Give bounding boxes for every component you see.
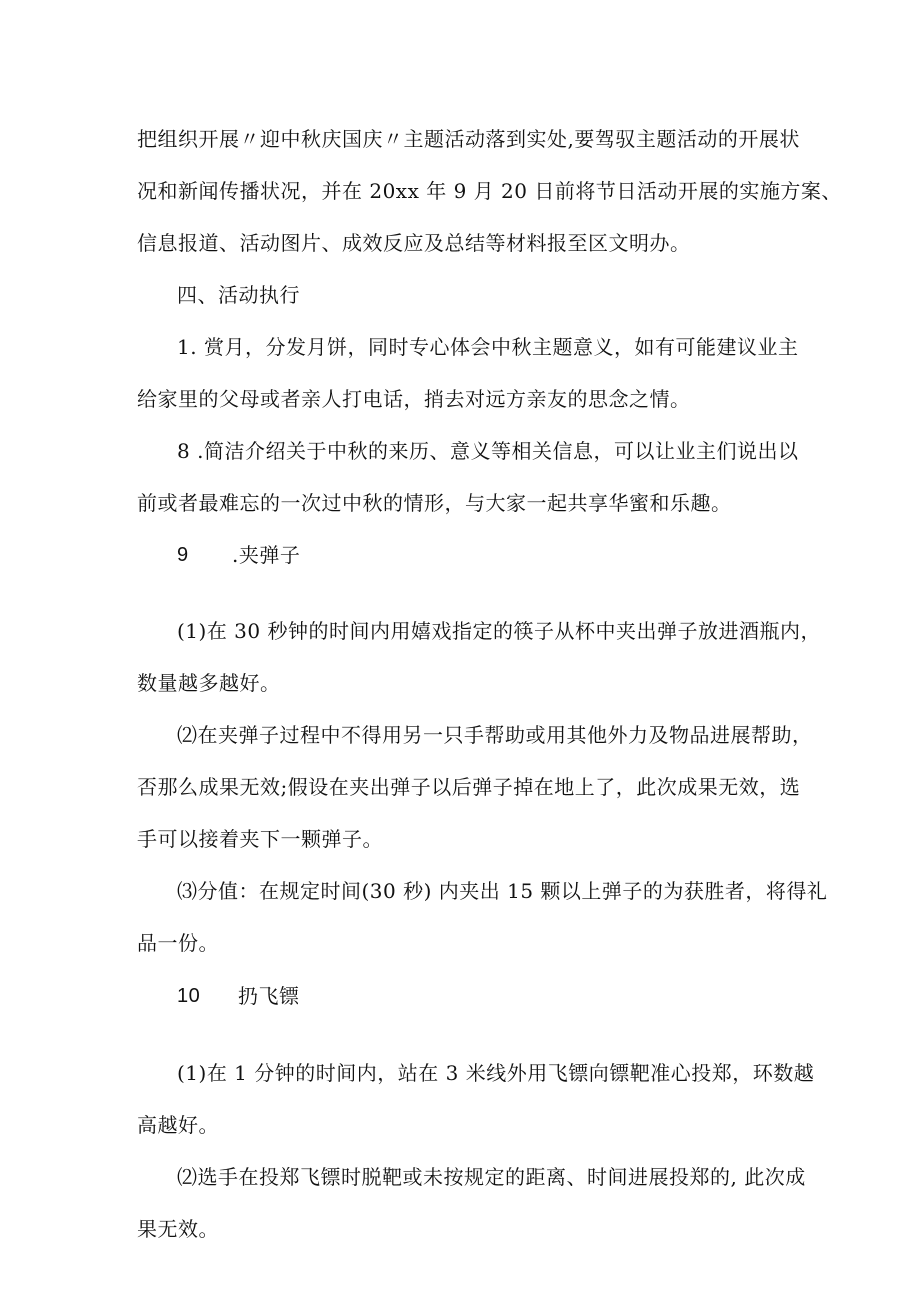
- item-heading: .夹弹子: [232, 543, 301, 567]
- paragraph-line: 给家里的父母或者亲人打电话，捎去对远方亲友的思念之情。: [137, 387, 691, 411]
- item-number: 10: [177, 985, 201, 1007]
- item-number: 9: [177, 544, 189, 566]
- paragraph-line: ⑶分值：在规定时间(30 秒) 内夹出 15 颗以上弹子的为获胜者，将得礼: [177, 879, 828, 903]
- paragraph-line: ⑵选手在投郑飞镖时脱靶或未按规定的距离、时间进展投郑的, 此次成: [177, 1165, 806, 1189]
- item-heading: 扔飞镖: [238, 984, 300, 1008]
- paragraph-line: 1. 赏月，分发月饼，同时专心体会中秋主题意义，如有可能建议业主: [177, 335, 799, 359]
- paragraph-line: 数量越多越好。: [137, 671, 281, 695]
- paragraph-line: 前或者最难忘的一次过中秋的情形，与大家一起共享华蜜和乐趣。: [137, 491, 732, 515]
- paragraph-line: 否那么成果无效;假设在夹出弹子以后弹子掉在地上了，此次成果无效，选: [137, 775, 801, 799]
- paragraph-line: 8 .简洁介绍关于中秋的来历、意义等相关信息，可以让业主们说出以: [177, 439, 799, 463]
- paragraph-line: 把组织开展〃迎中秋庆国庆〃主题活动落到实处,要驾驭主题活动的开展状: [137, 127, 800, 151]
- paragraph-line: (1)在 30 秒钟的时间内用嬉戏指定的筷子从杯中夹出弹子放进酒瓶内，: [177, 619, 821, 643]
- paragraph-line: 手可以接着夹下一颗弹子。: [137, 827, 383, 851]
- paragraph-line: (1)在 1 分钟的时间内，站在 3 米线外用飞镖向镖靶准心投郑，环数越: [177, 1061, 815, 1085]
- paragraph-line: 高越好。: [137, 1113, 219, 1137]
- paragraph-line: 信息报道、活动图片、成效反应及总结等材料报至区文明办。: [137, 231, 691, 255]
- paragraph-line: 品一份。: [137, 931, 219, 955]
- paragraph-line: ⑵在夹弹子过程中不得用另一只手帮助或用其他外力及物品进展帮助，: [177, 723, 813, 747]
- paragraph-line: 况和新闻传播状况，并在 20xx 年 9 月 20 日前将节日活动开展的实施方案、: [137, 179, 842, 203]
- paragraph-line: 果无效。: [137, 1217, 219, 1241]
- section-heading: 四、活动执行: [177, 283, 300, 307]
